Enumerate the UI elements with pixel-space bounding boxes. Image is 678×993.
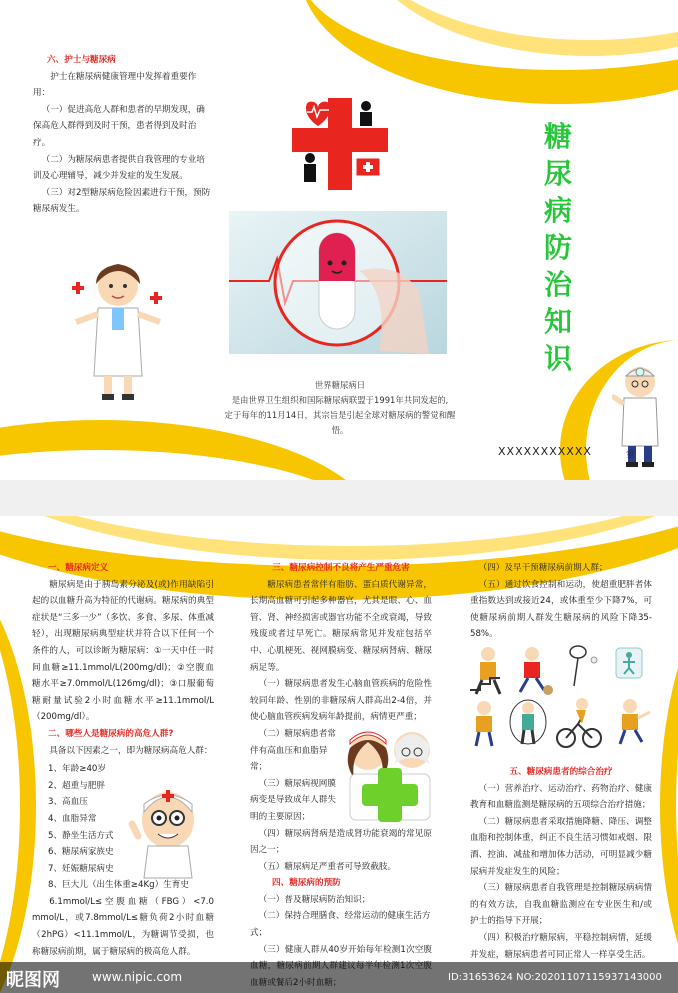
nurse-doctor-green-cross <box>340 724 440 822</box>
wave-right <box>660 556 678 993</box>
paragraph: 糖尿病患者常伴有脂肪、蛋白质代谢异常，长期高血糖可引起多种器官，尤其是眼、心、血管、肾、神经损害或器官功能不全或衰竭，导致残废或者过早死亡。糖尿病常见并发症包括卒中、心肌梗死、视网膜病变、糖尿病肾病、糖尿病足等。 <box>250 579 432 673</box>
paragraph: （二）糖尿病患者常伴有高血压和血脂异常； <box>250 728 336 773</box>
watermark-logo: 昵图网 <box>6 970 60 991</box>
watermark-site: www.nipic.com <box>92 970 183 984</box>
paragraph: （三）健康人群从40岁开始每年检测1次空腹 <box>258 944 432 955</box>
paragraph: 糖尿病是由于胰岛素分泌及(或)作用缺陷引起的以血糖升高为特征的代谢病。糖尿病的典型症状是“三多一少”（多饮、多食、多尿、体重减轻），出现糖尿病典型症状并符合以下任何一个条件的人，可以诊断为糖尿病：①一天中任一时间血糖≥11.1mmol/L(200mg/dl)；②空腹血糖水平≥7.0mmol/L(126mg/dl)；③口服葡萄糖耐量试验2小时血糖水平≥11.1mmol/L（200mg/dl）。 <box>32 579 214 723</box>
paragraph: （一）糖尿病患者发生心脑血管疾病的危险性较同年龄、性别的非糖尿病人群高出2-4倍，并使心脑血管疾病发病年龄提前，病情更严重； <box>250 679 432 723</box>
nurse-illustration <box>68 258 168 408</box>
red-cross-icon <box>72 282 84 294</box>
title-char: 病 <box>543 194 572 227</box>
title-char: 治 <box>543 268 572 301</box>
nurse-section <box>33 52 213 218</box>
brochure-inside-panel <box>0 516 678 993</box>
paragraph: 护士在糖尿病健康管理中发挥着重要作用： <box>33 71 197 99</box>
title-char: 知 <box>543 305 572 338</box>
organization-suffix: 室 <box>626 450 634 459</box>
list-item: 7、妊娠糖尿病史 <box>48 863 114 874</box>
list-item: 8、巨大儿（出生体重≥4Kg）生育史 <box>48 880 189 891</box>
column-3-lower <box>470 764 652 963</box>
list-item: 5、静坐生活方式 <box>48 830 114 841</box>
paragraph: （二）糖尿病患者采取措施降糖、降压、调整血脂和控制体重，纠正不良生活习惯如戒烟、限酒、控油、减盐和增加体力活动，可明显减少糖尿病并发症发生的风险； <box>470 816 652 877</box>
list-item: 4、血脂异常 <box>48 813 97 824</box>
paragraph: （四）及早干预糖尿病前期人群； <box>478 563 608 573</box>
paragraph: （二）保持合理膳食、经常运动的健康生活方式； <box>250 911 431 939</box>
exercise-figures <box>470 644 654 752</box>
title-char: 尿 <box>543 157 572 190</box>
doctor-cartoon <box>128 786 206 884</box>
list-item: 3、高血压 <box>48 797 88 808</box>
doctor-illustration <box>612 362 668 468</box>
list-item: 1、年龄≥40岁 <box>48 764 106 775</box>
paragraph: （三）糖尿病患者自我管理是控制糖尿病病情的有效方法，自我血糖监测应在专业医生和/或护士的指导下开展； <box>470 883 652 927</box>
section-heading: 五、糖尿病患者的综合治疗 <box>509 767 613 777</box>
paragraph: （五）通过饮食控制和运动，使超重肥胖者体重指数达到或接近24，或体重至少下降7%，可使糖尿病前期人群发生糖尿病的风险下降35-58%。 <box>470 579 652 640</box>
paragraph: 具备以下因素之一，即为糖尿病高危人群： <box>49 745 213 756</box>
world-diabetes-day-note <box>220 378 460 438</box>
section-heading: 四、糖尿病的预防 <box>272 878 341 889</box>
paragraph: （一）普及糖尿病防治知识； <box>258 894 371 905</box>
list-item: 6、糖尿病家族史 <box>48 847 114 858</box>
section-heading: 六、护士与糖尿病 <box>47 55 116 65</box>
paragraph: （四）积极治疗糖尿病，平稳控制病情，延缓并发症，糖尿病患者可同正常人一样享受生活。 <box>470 932 652 960</box>
title-char: 识 <box>543 342 572 375</box>
section-heading: 三、糖尿病控制不良将产生严重危害 <box>272 563 410 573</box>
paragraph: （二）为糖尿病患者提供自我管理的专业培训及心理辅导，减少并发症的发生发展。 <box>33 154 205 182</box>
note-line: 是由世界卫生组织和国际糖尿病联盟于1991年共同发起的, <box>231 395 449 405</box>
fold-gap <box>0 480 678 516</box>
list-item: 2、超重与肥胖 <box>48 780 106 791</box>
brochure-title <box>538 118 578 377</box>
section-heading: 一、糖尿病定义 <box>48 563 109 573</box>
title-char: 糖 <box>543 120 572 153</box>
red-cross-icon <box>150 292 162 304</box>
paragraph: （五）糖尿病足严重者可导致截肢。 <box>258 861 397 872</box>
paragraph: （一）促进高危人群和患者的早期发现，确保高危人群得到及时干预，患者得到及时治疗。 <box>33 104 205 148</box>
note-line: 定于每年的11月14日，其宗旨是引起全球对糖尿病的警觉和醒悟。 <box>224 410 456 435</box>
paragraph: （三）糖尿病视网膜病变是导致成年人群失明的主要原因； <box>250 778 336 822</box>
brochure-outside-panel <box>0 0 678 480</box>
paragraph: （一）营养治疗、运动治疗、药物治疗、健康教育和血糖监测是糖尿病的五项综合治疗措施； <box>470 783 652 811</box>
organization-name: XXXXXXXXXXX <box>498 445 592 458</box>
title-char: 防 <box>543 231 572 264</box>
column-1 <box>32 560 214 960</box>
section-heading: 二、哪些人是糖尿病的高危人群? <box>48 728 174 739</box>
paragraph: （四）糖尿病肾病是造成肾功能衰竭的常见原因之一； <box>250 828 432 856</box>
paragraph: （三）对2型糖尿病危险因素进行干预，预防糖尿病发生。 <box>33 187 211 215</box>
wave-left <box>0 556 36 993</box>
note-title: 世界糖尿病日 <box>314 380 366 390</box>
pill-photo <box>229 211 447 354</box>
paragraph: 6.1mmol/L≤空腹血糖（FBG）<7.0 mmol/L，或7.8mmol/L≤糖负荷2小时血糖（2hPG）<11.1mmol/L，为糖调节受损，也称糖尿病前期，属于糖尿病的极高危人群。 <box>32 896 214 957</box>
medical-cross-logo <box>292 98 392 190</box>
column-3 <box>470 560 652 643</box>
watermark-id: ID:31653624 NO:20201107115937143000 <box>448 972 662 983</box>
